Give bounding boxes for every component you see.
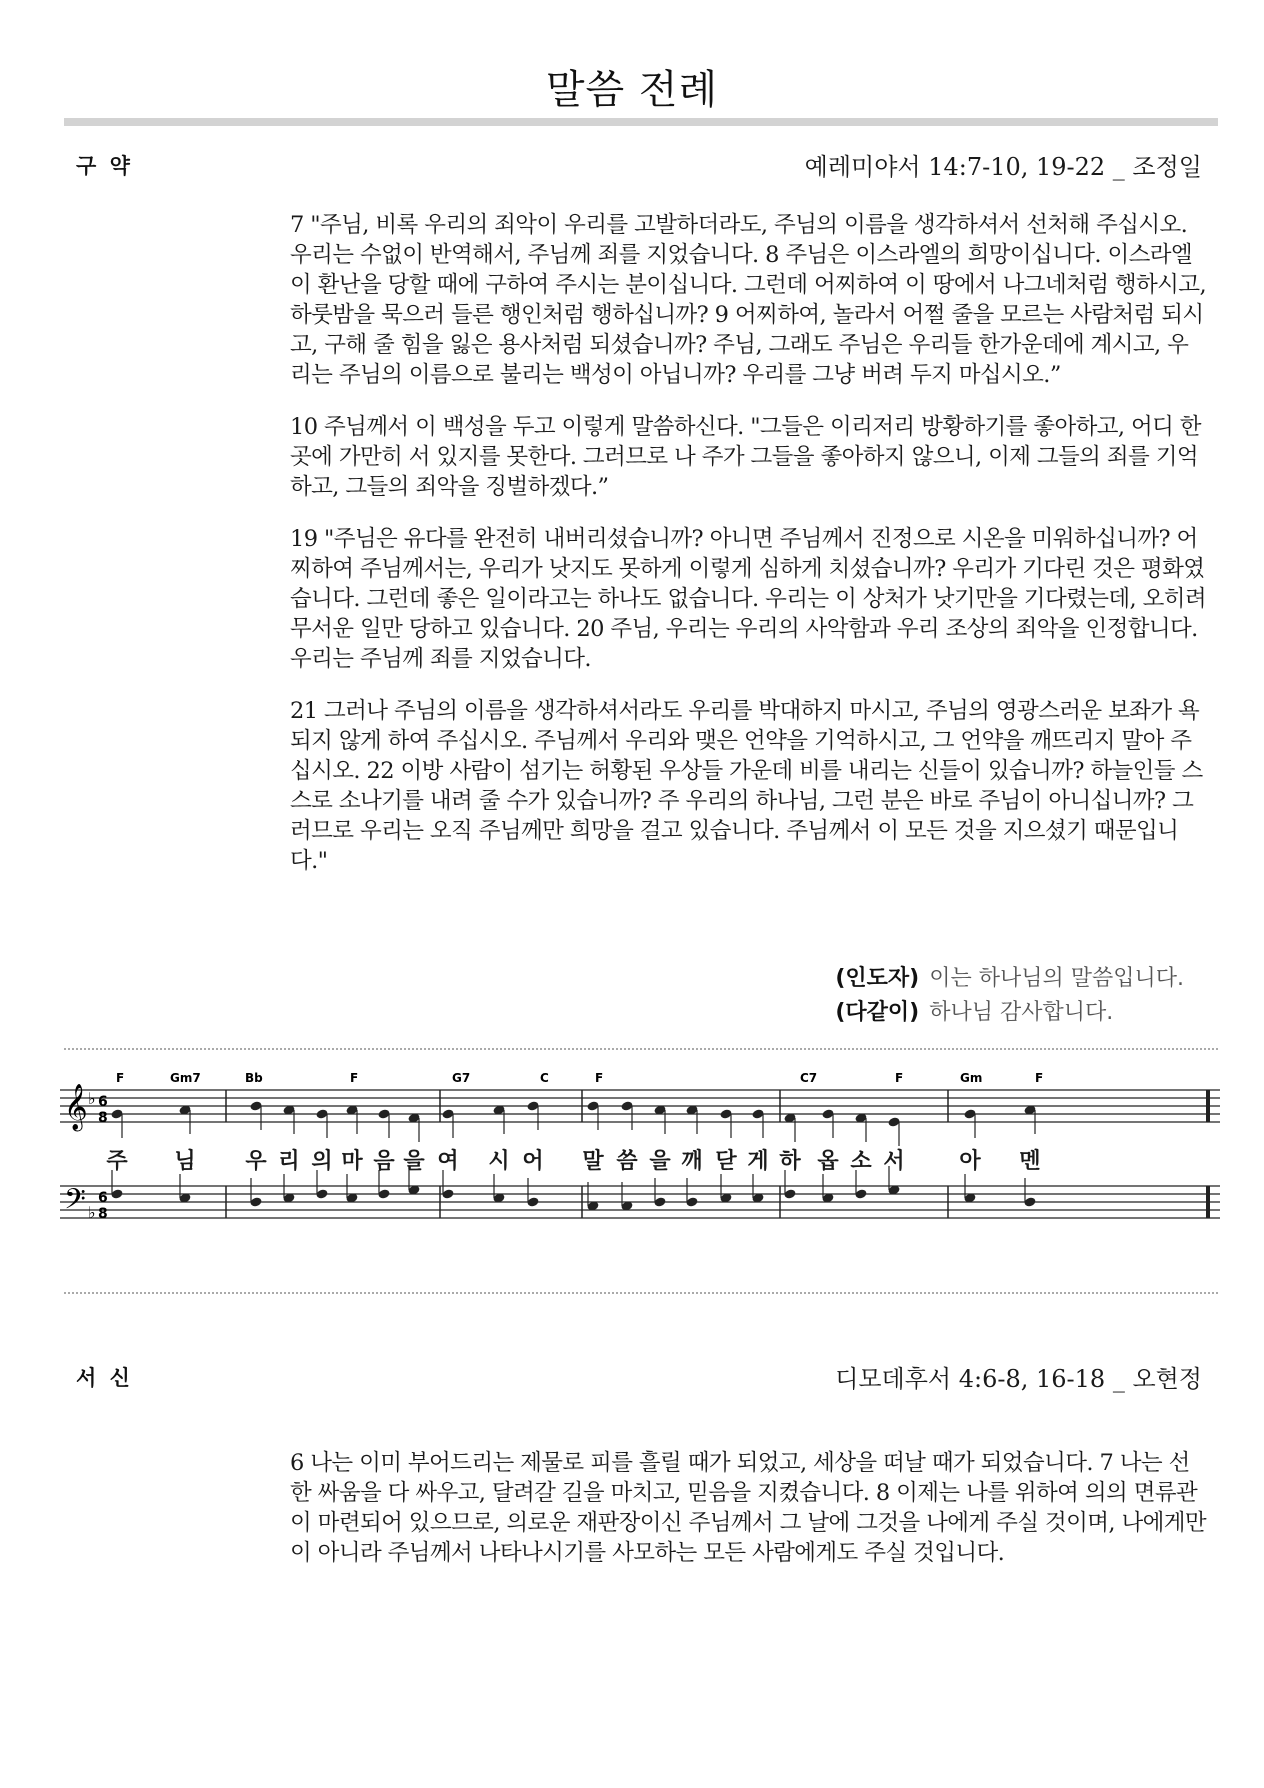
epistle-label: 서 신 bbox=[76, 1366, 133, 1390]
lyric-syllable: 말 bbox=[582, 1149, 604, 1174]
old-testament-reference: 예레미야서 14:7-10, 19-22 _ 조정일 bbox=[804, 153, 1202, 181]
treble-staff bbox=[60, 1090, 1220, 1122]
song-lyrics bbox=[60, 1144, 1220, 1178]
scripture-paragraph: 19 "주님은 유다를 완전히 내버리셨습니까? 아니면 주님께서 진정으로 시온을 미워하십니까? 어찌하여 주님께서는, 우리가 낫지도 못하게 이렇게 심하게 치셨습니까? 우리가 기다린 것은 평화였습니다. 그런데 좋은 일이라고는 하나도 없습니다. 우리는 이 상처가 낫기만을 기다렸는데, 오히려 무서운 일만 당하고 있습니다. 20 주님, 우리는 우리의 사악함과 우리 조상의 죄악을 인정합니다. 우리는 주님께 죄를 지었습니다. bbox=[290, 526, 1206, 672]
flat-icon: ♭ bbox=[88, 1203, 96, 1222]
lyric-syllable: 시 bbox=[488, 1149, 510, 1174]
chord-symbol: F bbox=[350, 1071, 359, 1085]
leader-text: 이는 하나님의 말씀입니다. bbox=[929, 966, 1184, 991]
chord-symbol: F bbox=[1035, 1071, 1044, 1085]
lyric-syllable: 님 bbox=[174, 1149, 196, 1174]
chord-symbol: C7 bbox=[800, 1071, 818, 1085]
treble-clef-icon: 𝄞 bbox=[64, 1084, 88, 1130]
lyric-syllable: 하 bbox=[779, 1149, 801, 1174]
chord-symbol: G7 bbox=[452, 1071, 471, 1085]
bass-staff bbox=[60, 1186, 1220, 1218]
lyric-syllable: 리 bbox=[278, 1149, 300, 1174]
lyric-syllable: 게 bbox=[747, 1149, 769, 1174]
page-title: 말씀 전례 bbox=[545, 67, 719, 113]
scripture-paragraph: 7 "주님, 비록 우리의 죄악이 우리를 고발하더라도, 주님의 이름을 생각하셔서 선처해 주십시오. 우리는 수없이 반역해서, 주님께 죄를 지었습니다. 8 주님은 이스라엘의 희망이십니다. 이스라엘이 환난을 당할 때에 구하여 주시는 분이십니다. 그런데 어찌하여 이 땅에서 나그네처럼 행하시고, 하룻밤을 묵으러 들른 행인처럼 행하십니까? 9 어찌하여, 놀라서 어쩔 줄을 모르는 사람처럼 되시고, 구해 줄 힘을 잃은 용사처럼 되셨습니까? 주님, 그래도 주님은 우리들 한가운데에 계시고, 우리는 주님의 이름으로 불리는 백성이 아닙니까? 우리를 그냥 버려 두지 마십시오.” bbox=[290, 212, 1206, 388]
congregation-label: (다같이) bbox=[835, 1000, 920, 1025]
lyric-syllable: 아 bbox=[959, 1149, 981, 1174]
lyric-syllable: 멘 bbox=[1019, 1149, 1041, 1174]
time-signature-top: 6 bbox=[98, 1190, 108, 1206]
lyric-syllable: 을 bbox=[649, 1149, 671, 1174]
lyric-syllable: 서 bbox=[883, 1149, 905, 1174]
dotted-divider bbox=[64, 1292, 1218, 1294]
chord-symbol: F bbox=[116, 1071, 125, 1085]
dotted-divider bbox=[64, 1048, 1218, 1050]
lyric-syllable: 깨 bbox=[681, 1149, 703, 1174]
lyric-syllable: 의 bbox=[311, 1149, 333, 1174]
lyric-syllable: 음 bbox=[373, 1149, 395, 1174]
old-testament-text bbox=[290, 210, 1206, 898]
lyric-syllable: 씀 bbox=[616, 1149, 638, 1174]
congregation-response bbox=[835, 996, 1184, 1030]
flat-icon: ♭ bbox=[88, 1089, 96, 1108]
leader-label: (인도자) bbox=[835, 966, 920, 991]
title-divider bbox=[64, 118, 1218, 126]
chord-symbol: F bbox=[895, 1071, 904, 1085]
scripture-paragraph: 10 주님께서 이 백성을 두고 이렇게 말씀하신다. "그들은 이리저리 방황하기를 좋아하고, 어디 한 곳에 가만히 서 있지를 못한다. 그러므로 나 주가 그들을 좋아하지 않으니, 이제 그들의 죄를 기억하고, 그들의 죄악을 징벌하겠다.” bbox=[290, 414, 1201, 500]
lyric-syllable: 우 bbox=[245, 1149, 267, 1174]
lyric-syllable: 소 bbox=[850, 1149, 872, 1174]
bass-clef-icon: 𝄢 bbox=[64, 1183, 86, 1223]
lyric-syllable: 주 bbox=[106, 1149, 128, 1174]
lyric-syllable: 옵 bbox=[817, 1149, 839, 1174]
chord-symbol: Gm bbox=[960, 1071, 983, 1085]
chord-symbol: F bbox=[595, 1071, 604, 1085]
epistle-text bbox=[290, 1448, 1206, 1590]
congregation-text: 하나님 감사합니다. bbox=[929, 1000, 1114, 1025]
chord-symbol: Bb bbox=[245, 1071, 263, 1085]
response-block bbox=[835, 962, 1184, 1030]
lyric-syllable: 을 bbox=[403, 1149, 425, 1174]
time-signature-top: 6 bbox=[98, 1094, 108, 1110]
lyric-syllable: 여 bbox=[437, 1149, 459, 1174]
scripture-paragraph: 6 나는 이미 부어드리는 제물로 피를 흘릴 때가 되었고, 세상을 떠날 때가 되었습니다. 7 나는 선한 싸움을 다 싸우고, 달려갈 길을 마치고, 믿음을 지켰습니다. 8 이제는 나를 위하여 의의 면류관이 마련되어 있으므로, 의로운 재판장이신 주님께서 그 날에 그것을 나에게 주실 것이며, 나에게만이 아니라 주님께서 나타나시기를 사모하는 모든 사람에게도 주실 것입니다. bbox=[290, 1450, 1206, 1566]
chord-symbol: Gm7 bbox=[170, 1071, 201, 1085]
lyric-syllable: 어 bbox=[522, 1149, 544, 1174]
time-signature-bottom: 8 bbox=[98, 1206, 108, 1222]
epistle-reference: 디모데후서 4:6-8, 16-18 _ 오현정 bbox=[835, 1365, 1202, 1393]
lyric-syllable: 마 bbox=[341, 1149, 363, 1174]
scripture-paragraph: 21 그러나 주님의 이름을 생각하셔서라도 우리를 박대하지 마시고, 주님의 영광스러운 보좌가 욕되지 않게 하여 주십시오. 주님께서 우리와 맺은 언약을 기억하시고, 그 언약을 깨뜨리지 말아 주십시오. 22 이방 사람이 섬기는 허황된 우상들 가운데 비를 내리는 신들이 있습니까? 하늘인들 스스로 소나기를 내려 줄 수가 있습니까? 주 우리의 하나님, 그런 분은 바로 주님이 아니십니까? 그러므로 우리는 오직 주님께만 희망을 걸고 있습니다. 주님께서 이 모든 것을 지으셨기 때문입니다." bbox=[290, 698, 1203, 874]
lyric-syllable: 닫 bbox=[715, 1149, 737, 1174]
chord-symbol: C bbox=[540, 1071, 549, 1085]
time-signature-bottom: 8 bbox=[98, 1110, 108, 1126]
old-testament-label: 구 약 bbox=[76, 154, 133, 178]
leader-response bbox=[835, 962, 1184, 996]
